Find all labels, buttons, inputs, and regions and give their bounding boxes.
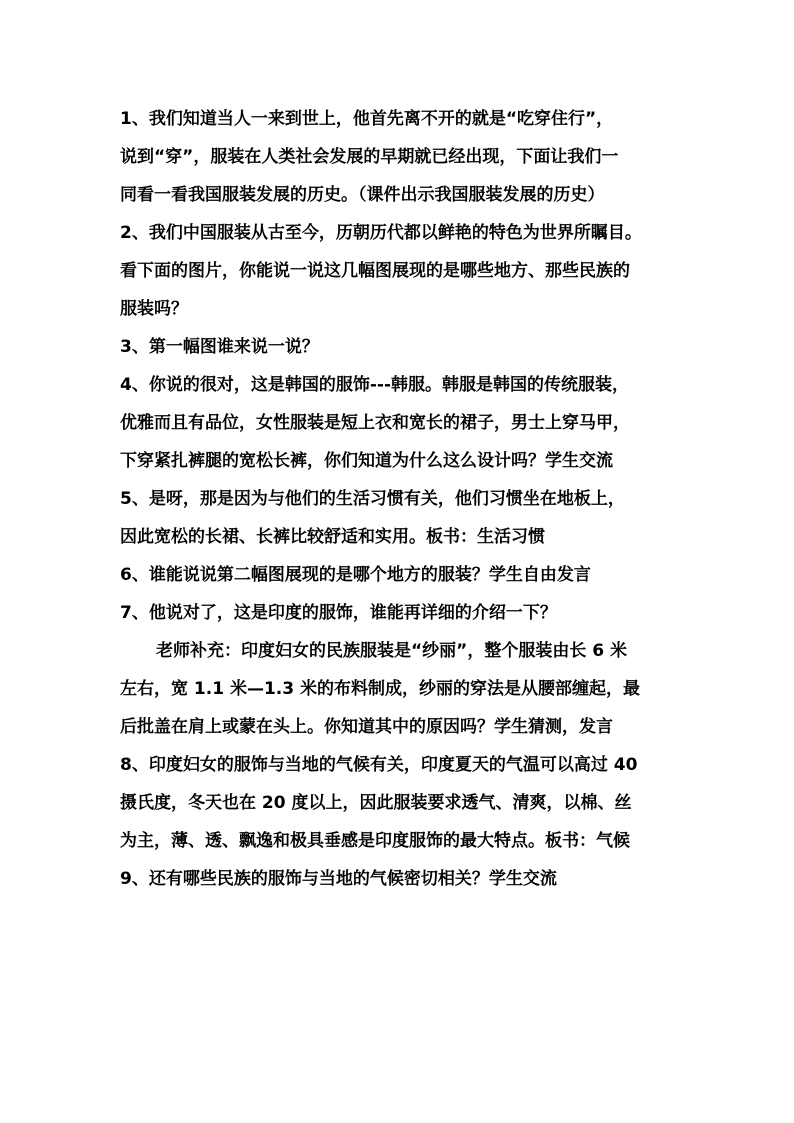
paragraph-1-line-1: 1、我们知道当人一来到世上，他首先离不开的就是“吃穿住行”， <box>120 109 614 129</box>
paragraph-1-line-3: 同看一看我国服装发展的历史。（课件出示我国服装发展的历史） <box>120 185 605 205</box>
paragraph-6-line-1: 6、谁能说说第二幅图展现的是哪个地方的服装？学生自由发言 <box>120 565 591 585</box>
paragraph-3-line-1: 3、第一幅图谁来说一说？ <box>120 337 319 357</box>
paragraph-4-line-3: 下穿紧扎裤腿的宽松长裤，你们知道为什么这么设计吗？学生交流 <box>120 451 613 471</box>
paragraph-1-line-2: 说到“穿”，服装在人类社会发展的早期就已经出现，下面让我们一 <box>120 147 619 167</box>
paragraph-7-line-1: 7、他说对了，这是印度的服饰，谁能再详细的介绍一下？ <box>120 603 557 623</box>
paragraph-8-line-2: 摄氏度，冬天也在 20 度以上，因此服装要求透气、清爽，以棉、丝 <box>120 793 632 813</box>
paragraph-5-line-1: 5、是呀，那是因为与他们的生活习惯有关，他们习惯坐在地板上， <box>120 489 625 509</box>
paragraph-4-line-1: 4、你说的很对，这是韩国的服饰---韩服。韩服是韩国的传统服装， <box>120 375 629 395</box>
document-body <box>120 100 680 898</box>
teacher-note-line-3: 后批盖在肩上或蒙在头上。你知道其中的原因吗？学生猜测，发言 <box>120 717 613 737</box>
paragraph-8-line-3: 为主，薄、透、飘逸和极具垂感是印度服饰的最大特点。板书：气候 <box>120 831 630 851</box>
paragraph-9-line-1: 9、还有哪些民族的服饰与当地的气候密切相关？学生交流 <box>120 869 557 889</box>
paragraph-5-line-2: 因此宽松的长裙、长裤比较舒适和实用。板书：生活习惯 <box>120 527 545 547</box>
paragraph-4-line-2: 优雅而且有品位，女性服装是短上衣和宽长的裙子，男士上穿马甲， <box>120 413 630 433</box>
paragraph-2-line-3: 服装吗？ <box>120 299 188 319</box>
teacher-note-line-2: 左右，宽 1.1 米—1.3 米的布料制成，纱丽的穿法是从腰部缠起，最 <box>120 679 640 699</box>
paragraph-8-line-1: 8、印度妇女的服饰与当地的气候有关，印度夏天的气温可以高过 40 <box>120 755 638 775</box>
teacher-note-line-1: 老师补充：印度妇女的民族服装是“纱丽”，整个服装由长 6 米 <box>156 641 628 661</box>
paragraph-2-line-1: 2、我们中国服装从古至今，历朝历代都以鲜艳的特色为世界所瞩目。 <box>120 223 642 243</box>
paragraph-2-line-2: 看下面的图片，你能说一说这几幅图展现的是哪些地方、那些民族的 <box>120 261 630 281</box>
